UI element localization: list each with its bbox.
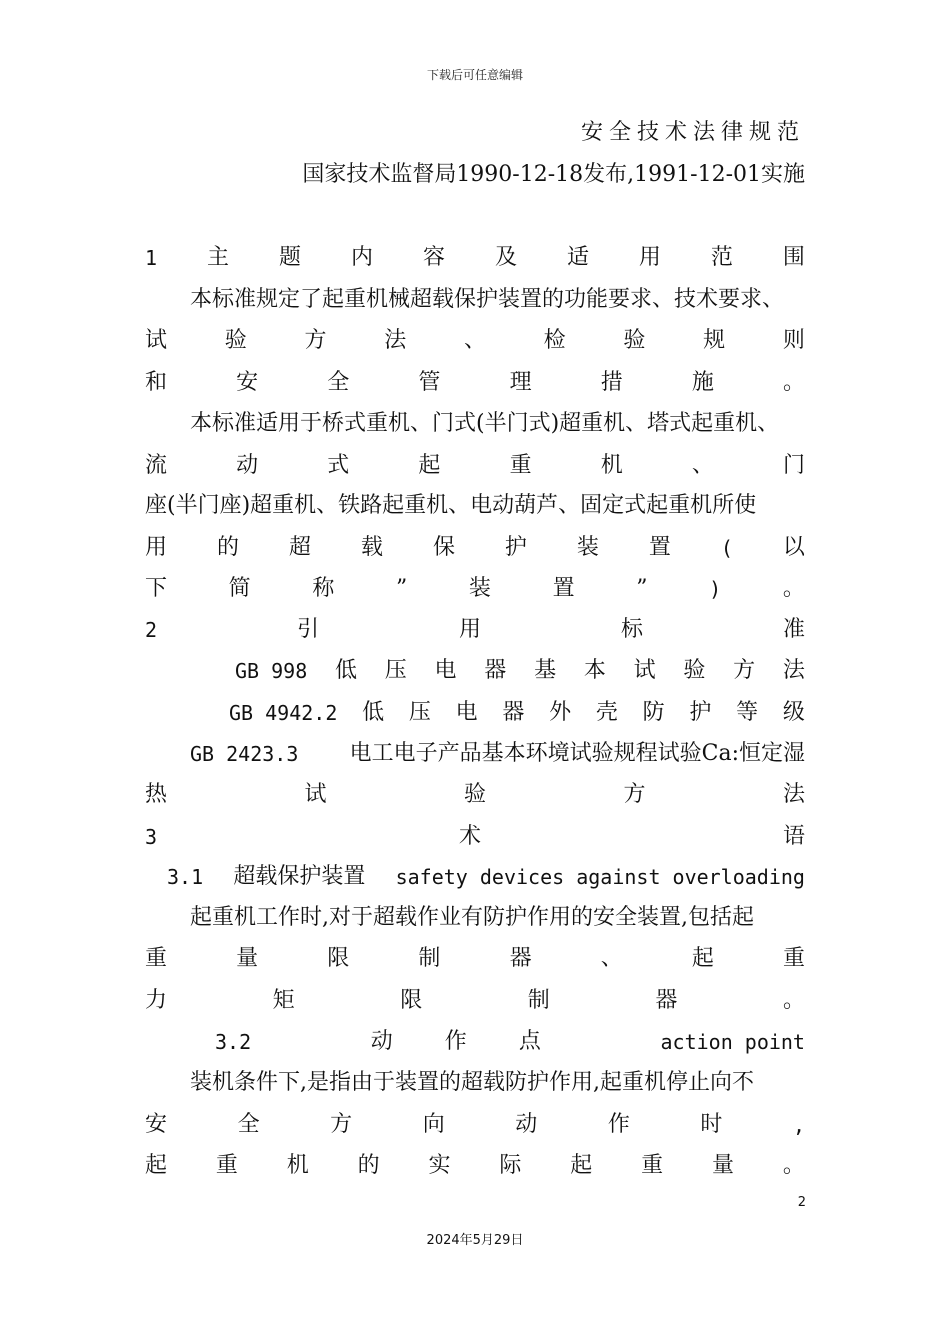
text-token: 作 bbox=[607, 1112, 630, 1137]
term-number: 3.1 bbox=[167, 865, 204, 889]
text-token: 起 bbox=[145, 1153, 168, 1178]
text-token: ( bbox=[720, 536, 733, 560]
text-token: 器 bbox=[509, 946, 532, 971]
text-token: 起 bbox=[418, 453, 441, 478]
text-token: 术 bbox=[459, 824, 482, 849]
text-token: 向 bbox=[422, 1112, 445, 1137]
text-token: 力 bbox=[145, 988, 168, 1013]
text-token: 器 bbox=[655, 988, 678, 1013]
text-token: 重 bbox=[145, 946, 168, 971]
section-1-heading bbox=[145, 243, 805, 273]
term-name bbox=[371, 1027, 541, 1057]
text-token: ) bbox=[709, 577, 722, 601]
text-token: 。 bbox=[782, 370, 805, 395]
term-number: 3.2 bbox=[215, 1030, 252, 1054]
text-token: 用 bbox=[459, 617, 482, 642]
text-token: 载 bbox=[360, 535, 383, 560]
text-token: 法 bbox=[384, 328, 407, 353]
text-token: 器 bbox=[502, 700, 525, 725]
text-token: 施 bbox=[691, 370, 714, 395]
term-3-2-definition-line-2 bbox=[145, 1110, 805, 1140]
text-token: 起 bbox=[570, 1153, 593, 1178]
text-token: 重 bbox=[509, 453, 532, 478]
text-token: 重 bbox=[215, 1153, 238, 1178]
text-token: 低 bbox=[362, 700, 385, 725]
text-token: 试 bbox=[304, 782, 327, 807]
text-token: 试 bbox=[145, 328, 168, 353]
text-token: 方 bbox=[733, 658, 756, 683]
text-token: 主 bbox=[207, 245, 230, 270]
text-token: 量 bbox=[236, 946, 259, 971]
term-3-2-definition-line-3 bbox=[145, 1151, 805, 1181]
text-token: 全 bbox=[327, 370, 350, 395]
section-1-paragraph-2-line-5 bbox=[145, 574, 805, 604]
text-token: 。 bbox=[782, 1153, 805, 1178]
section-1-paragraph-2-line-2 bbox=[145, 451, 805, 481]
text-token: 装 bbox=[576, 535, 599, 560]
text-token: 验 bbox=[463, 782, 486, 807]
text-token: 超 bbox=[288, 535, 311, 560]
text-token: 等 bbox=[736, 700, 759, 725]
text-token: 和 bbox=[145, 370, 168, 395]
text-token: 压 bbox=[384, 658, 407, 683]
text-token: 法 bbox=[782, 782, 805, 807]
text-token: 重 bbox=[641, 1153, 664, 1178]
section-1-paragraph-1-line-1: 本标准规定了起重机械超载保护装置的功能要求、技术要求、 bbox=[190, 287, 785, 312]
term-3-2 bbox=[145, 1027, 805, 1057]
text-token: 制 bbox=[418, 946, 441, 971]
text-token: 准 bbox=[782, 617, 805, 642]
text-token: 装 bbox=[468, 576, 491, 601]
text-token: 流 bbox=[145, 453, 168, 478]
term-3-2-definition-line-1: 装机条件下,是指由于装置的超载防护作用,起重机停止向不 bbox=[190, 1070, 754, 1095]
text-token: 简 bbox=[228, 576, 251, 601]
text-token: 安 bbox=[236, 370, 259, 395]
term-english: action point bbox=[660, 1030, 805, 1054]
text-token: , bbox=[792, 1113, 805, 1137]
text-token: 壳 bbox=[595, 700, 618, 725]
text-token: 管 bbox=[418, 370, 441, 395]
term-3-1 bbox=[145, 862, 805, 892]
text-token: 则 bbox=[782, 328, 805, 353]
text-token: 用 bbox=[638, 245, 661, 270]
text-token: 机 bbox=[600, 453, 623, 478]
text-token: ” bbox=[396, 576, 408, 601]
text-token: 电 bbox=[455, 700, 478, 725]
term-char: 点 bbox=[518, 1029, 541, 1054]
text-token: 限 bbox=[327, 946, 350, 971]
text-token: 验 bbox=[224, 328, 247, 353]
text-token: 护 bbox=[689, 700, 712, 725]
text-token: 级 bbox=[782, 700, 805, 725]
section-1-paragraph-1-line-2 bbox=[145, 326, 805, 356]
text-token: 容 bbox=[422, 245, 445, 270]
text-token: 外 bbox=[549, 700, 572, 725]
page-number: 2 bbox=[797, 1195, 806, 1210]
text-token: 动 bbox=[236, 453, 259, 478]
document-title: 安全技术法律规范 bbox=[580, 120, 805, 145]
text-token: 语 bbox=[782, 824, 805, 849]
text-token: 电 bbox=[434, 658, 457, 683]
text-token: 引 bbox=[297, 617, 320, 642]
text-token: ” bbox=[636, 576, 648, 601]
text-token: 压 bbox=[408, 700, 431, 725]
reference-gb-2423-line-2 bbox=[145, 780, 805, 810]
text-token: 护 bbox=[504, 535, 527, 560]
text-token: 、 bbox=[463, 328, 486, 353]
text-token: 检 bbox=[543, 328, 566, 353]
text-token: 际 bbox=[499, 1153, 522, 1178]
text-token: 验 bbox=[683, 658, 706, 683]
text-token: 范 bbox=[710, 245, 733, 270]
text-token: 验 bbox=[623, 328, 646, 353]
term-char: 动 bbox=[370, 1029, 393, 1054]
text-token: 制 bbox=[527, 988, 550, 1013]
section-1-paragraph-1-line-3 bbox=[145, 368, 805, 398]
text-token: 全 bbox=[237, 1112, 260, 1137]
text-token: 的 bbox=[357, 1153, 380, 1178]
text-token: 措 bbox=[600, 370, 623, 395]
text-token: 围 bbox=[782, 245, 805, 270]
text-token: 试 bbox=[633, 658, 656, 683]
text-token: 理 bbox=[509, 370, 532, 395]
text-token: 。 bbox=[782, 988, 805, 1013]
section-1-paragraph-2-line-4 bbox=[145, 533, 805, 563]
text-token: 内 bbox=[350, 245, 373, 270]
text-token: 起 bbox=[691, 946, 714, 971]
footer-date: 2024年5月29日 bbox=[426, 1233, 524, 1248]
text-token: 实 bbox=[428, 1153, 451, 1178]
text-token: 及 bbox=[494, 245, 517, 270]
text-token: 下 bbox=[145, 576, 168, 601]
reference-gb-998 bbox=[145, 656, 805, 686]
text-token: 安 bbox=[145, 1112, 168, 1137]
text-token: 1 bbox=[145, 246, 158, 270]
term-char: 作 bbox=[444, 1029, 467, 1054]
text-token: 保 bbox=[432, 535, 455, 560]
section-2-heading bbox=[145, 615, 805, 645]
text-token: GB 998 bbox=[235, 659, 308, 683]
issue-info: 国家技术监督局1990-12-18发布,1991-12-01实施 bbox=[302, 162, 805, 187]
text-token: 。 bbox=[782, 576, 805, 601]
reference-code: GB 2423.3 bbox=[190, 742, 299, 766]
text-token: 置 bbox=[648, 535, 671, 560]
term-3-1-definition-line-2 bbox=[145, 944, 805, 974]
text-token: 重 bbox=[782, 946, 805, 971]
text-token: 称 bbox=[312, 576, 335, 601]
text-token: 方 bbox=[304, 328, 327, 353]
section-1-paragraph-2-line-3: 座(半门座)超重机、铁路起重机、电动葫芦、固定式起重机所使 bbox=[145, 493, 757, 518]
text-token: 方 bbox=[623, 782, 646, 807]
text-token: 限 bbox=[400, 988, 423, 1013]
text-token: 低 bbox=[335, 658, 358, 683]
text-token: 标 bbox=[620, 617, 643, 642]
text-token: 动 bbox=[515, 1112, 538, 1137]
text-token: 式 bbox=[327, 453, 350, 478]
text-token: 器 bbox=[484, 658, 507, 683]
text-token: 规 bbox=[703, 328, 726, 353]
reference-gb-2423 bbox=[145, 739, 805, 769]
text-token: 基 bbox=[534, 658, 557, 683]
text-token: GB 4942.2 bbox=[229, 701, 338, 725]
text-token: 方 bbox=[330, 1112, 353, 1137]
text-token: 本 bbox=[583, 658, 606, 683]
text-token: 矩 bbox=[272, 988, 295, 1013]
section-1-paragraph-2-line-1: 本标准适用于桥式重机、门式(半门式)超重机、塔式起重机、 bbox=[190, 411, 780, 436]
text-token: 题 bbox=[279, 245, 302, 270]
text-token: 、 bbox=[600, 946, 623, 971]
reference-gb-4942 bbox=[145, 698, 805, 728]
reference-title: 电工电子产品基本环境试验规程试验Ca:恒定湿 bbox=[349, 741, 805, 766]
header-note: 下载后可任意编辑 bbox=[426, 68, 523, 82]
text-token: 适 bbox=[566, 245, 589, 270]
text-token: 2 bbox=[145, 618, 158, 642]
section-3-heading bbox=[145, 822, 805, 852]
text-token: 防 bbox=[642, 700, 665, 725]
text-token: 机 bbox=[286, 1153, 309, 1178]
text-token: 用 bbox=[145, 535, 168, 560]
text-token: 量 bbox=[712, 1153, 735, 1178]
text-token: 的 bbox=[216, 535, 239, 560]
text-token: 法 bbox=[782, 658, 805, 683]
text-token: 以 bbox=[782, 535, 805, 560]
term-name: 超载保护装置 bbox=[233, 864, 366, 889]
text-token: 热 bbox=[145, 782, 168, 807]
term-3-1-definition-line-1: 起重机工作时,对于超载作业有防护作用的安全装置,包括起 bbox=[190, 905, 754, 930]
text-token: 门 bbox=[782, 453, 805, 478]
text-token: 时 bbox=[700, 1112, 723, 1137]
text-token: 3 bbox=[145, 825, 158, 849]
term-english: safety devices against overloading bbox=[395, 865, 805, 889]
text-token: 、 bbox=[691, 453, 714, 478]
text-token: 置 bbox=[552, 576, 575, 601]
term-3-1-definition-line-3 bbox=[145, 986, 805, 1016]
